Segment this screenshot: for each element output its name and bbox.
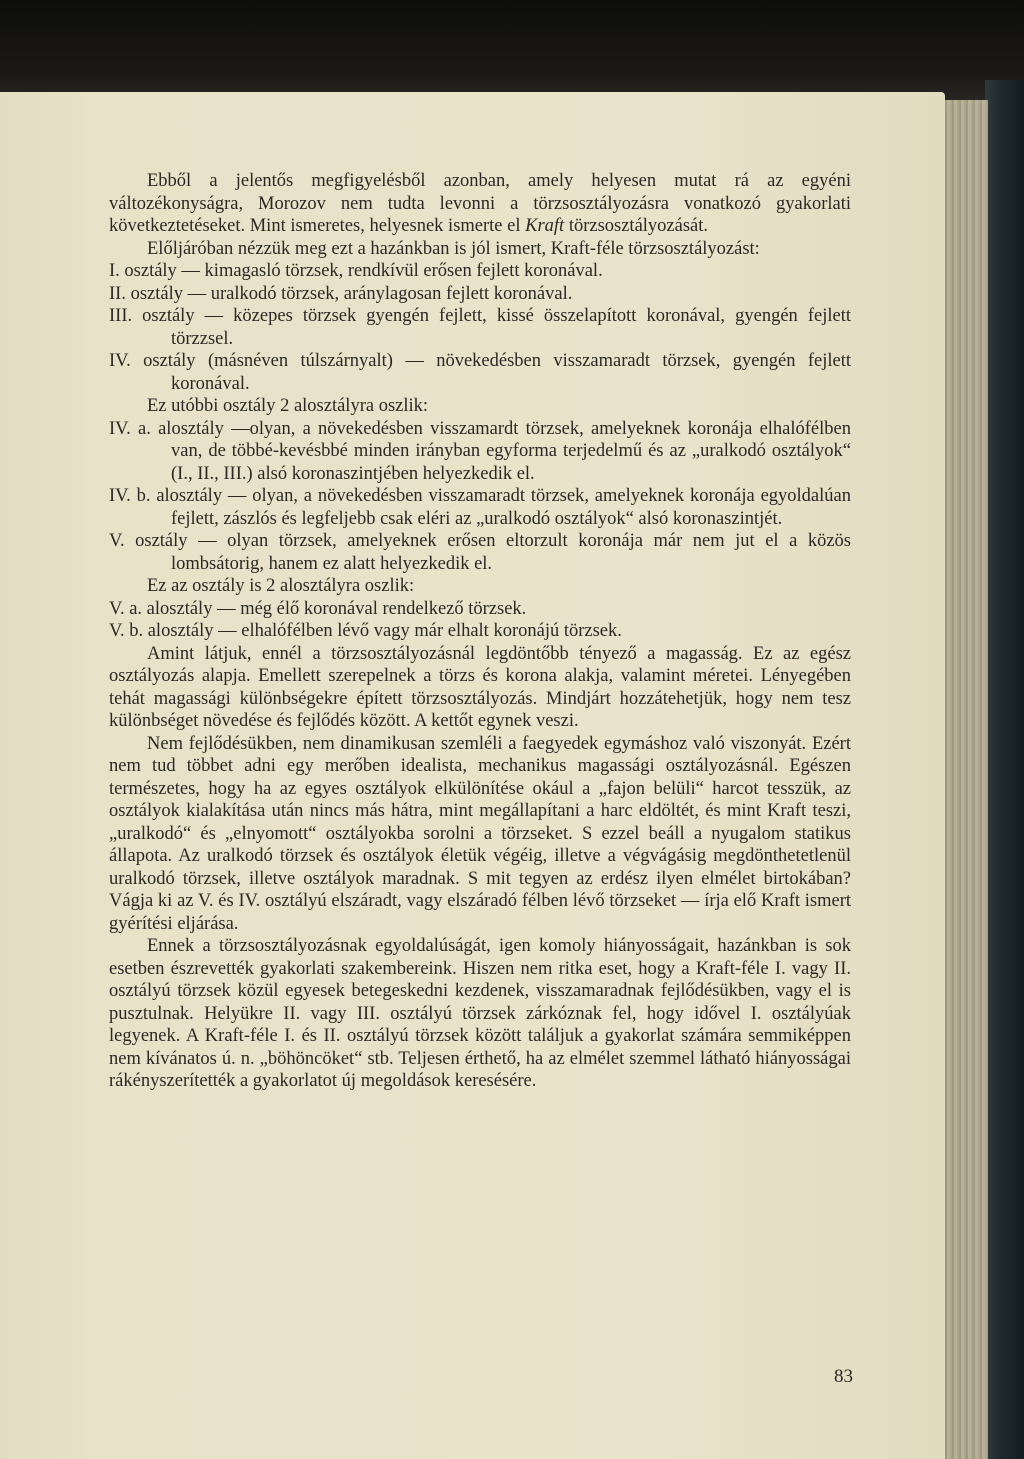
scan-background <box>0 0 1024 105</box>
paragraph-1: Ebből a jelentős megfigyelésből azonban, amely helyesen mutat rá az egyéni változékonyságra, Morozov nem tudta levonni a törzsosztályozásra vonatkozó gyakorlati következtetéseket. Mint ismeretes, helyesnek ismerte el Kraft törzsosztályozását. <box>109 171 851 236</box>
paragraph-practice: Ennek a törzsosztályozásnak egyoldalúságát, igen komoly hiányosságait, hazánkban is sok esetben észrevették gyakorlati szakembereink. Hiszen nem ritka eset, hogy a Kraft-féle I. vagy II. osztályú törzsek közül egyesek betegeskedni kezdenek, visszamaradnak fejlődésükben, vagy el is pusztulnak. Helyükre II. vagy III. osztályú törzsek zárkóznak fel, hogy idővel I. osztályúak legyenek. A Kraft-féle I. és II. osztályú törzsek között találjuk a gyakorlat számára semmiképpen nem kívánatos ú. n. „böhöncöket“ stb. Teljesen érthető, ha az elmélet szemmel látható hiányosságai rákényszerítették a gyakorlatot új megoldások keresésére. <box>109 936 851 1091</box>
class-v: V. osztály — olyan törzsek, amelyeknek erősen eltorzult koronája már nem jut el a közös lombsátorig, hanem ez alatt helyezkedik el. <box>109 531 851 574</box>
class-iv: IV. osztály (másnéven túlszárnyalt) — növekedésben visszamaradt törzsek, gyengén fejlett koronával. <box>109 351 851 394</box>
subclass-v-b: V. b. alosztály — elhalófélben lévő vagy már elhalt koronájú törzsek. <box>109 621 622 641</box>
subclass-intro-iv: Ez utóbbi osztály 2 alosztályra oszlik: <box>147 396 429 416</box>
class-ii: II. osztály — uralkodó törzsek, aránylagosan fejlett koronával. <box>109 283 573 304</box>
paragraph-2: Előljáróban nézzük meg ezt a hazánkban is jól ismert, Kraft-féle törzsosztályozást: <box>147 238 760 259</box>
subclass-v-a: V. a. alosztály — még élő koronával rendelkező törzsek. <box>109 598 527 619</box>
page-number: 83 <box>834 1366 853 1387</box>
subclass-iv-a: IV. a. alosztály —olyan, a növekedésben visszamardt törzsek, amelyeknek koronája elhalófélben van, de többé-kevésbbé minden irányban egyforma terjedelmű és az „uralkodó osztályok“ (I., II., III.) alsó koronaszintjében helyezkedik el. <box>109 418 851 484</box>
book-binding <box>985 80 1024 1459</box>
paragraph-analysis: Amint látjuk, ennél a törzsosztályozásnál legdöntőbb tényező a magasság. Ez az egész osztályozás alapja. Emellett szerepelnek a törzs és korona alakja, valamint méretei. Lényegében tehát magassági különbségekre épített törzsosztályozás. Mindjárt hozzátehetjük, hogy nem tesz különbséget növedése és fejlődés között. A kettőt egynek veszi. <box>109 643 851 731</box>
class-iii: III. osztály — közepes törzsek gyengén fejlett, kissé összelapított koronával, gyengén fejlett törzzsel. <box>109 306 851 349</box>
page-edges <box>938 100 988 1459</box>
body-text <box>109 170 851 1093</box>
subclass-intro-v: Ez az osztály is 2 alosztályra oszlik: <box>147 576 415 596</box>
subclass-iv-b: IV. b. alosztály — olyan, a növekedésben visszamaradt törzsek, amelyeknek koronája egyoldalúan fejlett, zászlós és legfeljebb csak eléri az „uralkodó osztályok“ alsó koronaszintjét. <box>109 486 851 529</box>
paragraph-critique: Nem fejlődésükben, nem dinamikusan szemléli a faegyedek egymáshoz való viszonyát. Ezért nem tud többet adni egy merőben idealista, mechanikus magassági osztályozásnál. Egészen természetes, hogy ha az egyes osztályok elkülönítése okául a „fajon belüli“ harcot tesszük, az osztályok kialakítása után nincs más hátra, mint megállapítani a harc eldöltét, és mint Kraft teszi, „uralkodó“ és „elnyomott“ osztályokba sorolni a törzseket. S ezzel beáll a nyugalom statikus állapota. Az uralkodó törzsek és osztályok életük végéig, illetve a végvágásig megdönthetetlenül uralkodó törzsek, illetve osztályok maradnak. S mit tegyen az erdész ilyen elmélet birtokában? Vágja ki az V. és IV. osztályú elszáradt, vagy elszáradó félben lévő törzseket — írja elő Kraft ismert gyérítési eljárása. <box>109 733 851 934</box>
class-i: I. osztály — kimagasló törzsek, rendkívül erősen fejlett koronával. <box>109 261 603 281</box>
